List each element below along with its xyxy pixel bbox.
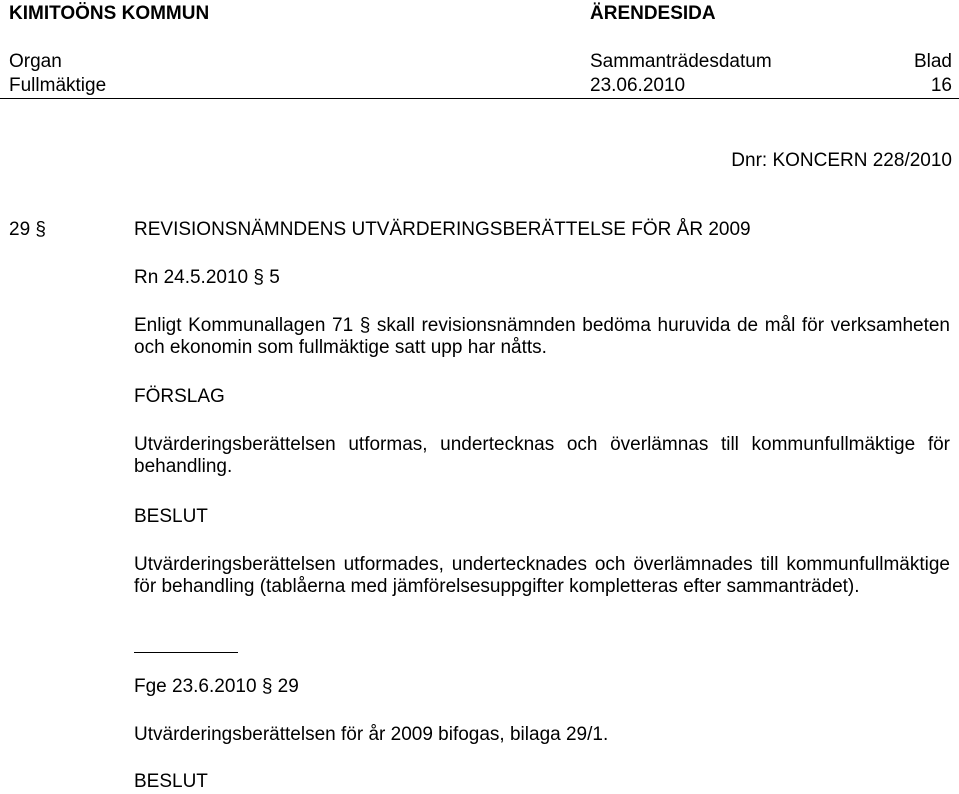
- decision-heading-2: BESLUT: [134, 771, 208, 792]
- header-divider: [0, 98, 959, 99]
- page-label: Blad: [913, 51, 952, 72]
- municipality-name: KIMITOÖNS KOMMUN: [9, 3, 210, 24]
- previous-reference: Rn 24.5.2010 § 5: [134, 267, 280, 288]
- meeting-date-value: 23.06.2010: [590, 75, 686, 96]
- decision-text: Utvärderingsberättelsen utformades, undertecknades och överlämnades till kommunfullmäktige för behandling (tablåerna med jämförelsesuppgifter kompletteras efter sammanträdet).: [134, 554, 950, 597]
- organ-label: Organ: [9, 51, 62, 72]
- item-number: 29 §: [9, 219, 46, 240]
- meeting-date-label: Sammanträdesdatum: [590, 51, 772, 72]
- proposal-heading: FÖRSLAG: [134, 386, 225, 407]
- meeting-reference: Fge 23.6.2010 § 29: [134, 676, 299, 697]
- page-number: 16: [930, 75, 952, 96]
- decision-heading: BESLUT: [134, 506, 208, 527]
- item-title: REVISIONSNÄMNDENS UTVÄRDERINGSBERÄTTELSE FÖR ÅR 2009: [134, 219, 751, 240]
- separator-line: [134, 652, 238, 653]
- document-type: ÄRENDESIDA: [590, 3, 716, 24]
- proposal-text: Utvärderingsberättelsen utformas, undertecknas och överlämnas till kommunfullmäktige för behandling.: [134, 434, 950, 477]
- diary-number: Dnr: KONCERN 228/2010: [731, 150, 952, 171]
- attachment-note: Utvärderingsberättelsen för år 2009 bifogas, bilaga 29/1.: [134, 724, 609, 745]
- intro-paragraph: Enligt Kommunallagen 71 § skall revisionsnämnden bedöma huruvida de mål för verksamheten och ekonomin som fullmäktige satt upp har nåtts.: [134, 315, 950, 358]
- organ-value: Fullmäktige: [9, 75, 107, 96]
